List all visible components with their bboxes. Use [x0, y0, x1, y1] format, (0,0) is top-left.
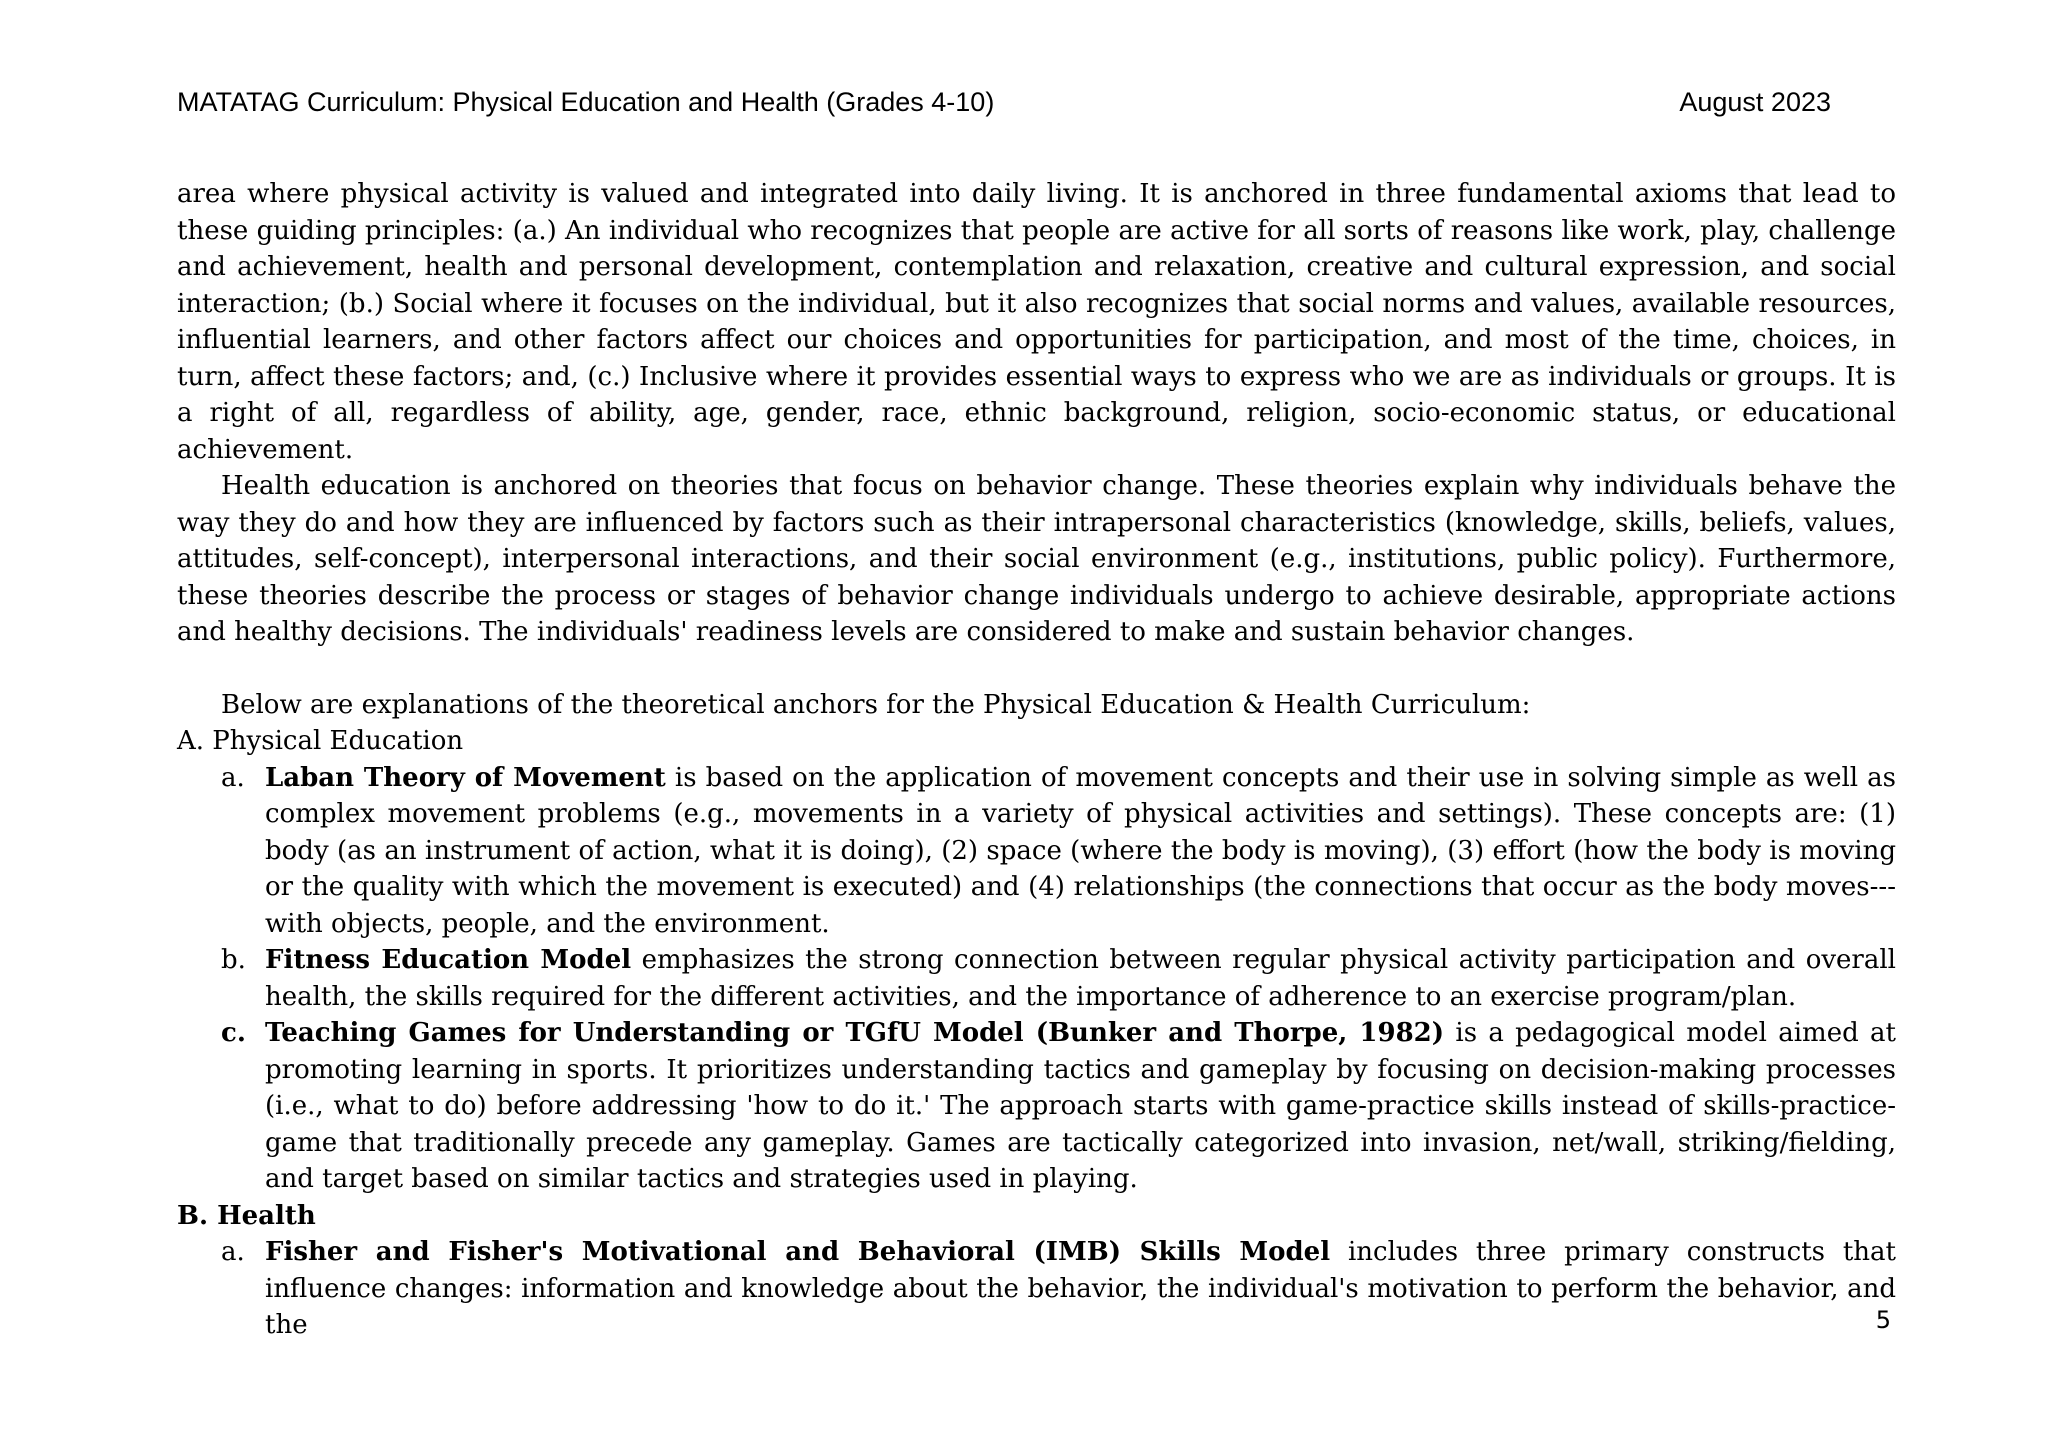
section-heading-health: B. Health	[177, 1200, 316, 1231]
physical-education-list	[177, 760, 1896, 1198]
list-item-term: Laban Theory of Movement	[265, 762, 666, 793]
paragraph-intro: area where physical activity is valued and integrated into daily living. It is anchored in three fundamental axioms that lead to these guiding principles: (a.) An individual who recognizes that people are active for all sorts of reasons like work, play, challenge and achievement, health and personal development, contemplation and relaxation, creative and cultural expression, and social interaction; (b.) Social where it focuses on the individual, but it also recognizes that social norms and values, available resources, influential learners, and other factors affect our choices and opportunities for participation, and most of the time, choices, in turn, affect these factors; and, (c.) Inclusive where it provides essential ways to express who we are as individuals or groups. It is a right of all, regardless of ability, age, gender, race, ethnic background, religion, socio-economic status, or educational achievement.	[177, 179, 1896, 465]
list-item-text: emphasizes the strong connection between regular physical activity participation and overall health, the skills required for the different activities, and the importance of adherence to an exercise program/plan.	[265, 945, 1896, 1012]
page-number: 5	[1875, 1306, 1891, 1334]
list-marker: b.	[221, 945, 246, 975]
health-list	[177, 1234, 1896, 1344]
header-title: MATATAG Curriculum: Physical Education and Health (Grades 4-10)	[177, 87, 995, 117]
paragraph-health-education: Health education is anchored on theories that focus on behavior change. These theories explain why individuals behave the way they do and how they are influenced by factors such as their intrapersonal characteristics (knowledge, skills, beliefs, values, attitudes, self-concept), interpersonal interactions, and their social environment (e.g., institutions, public policy). Furthermore, these theories describe the process or stages of behavior change individuals undergo to achieve desirable, appropriate actions and healthy decisions. The individuals' readiness levels are considered to make and sustain behavior changes.	[177, 471, 1896, 647]
list-item-text: is a pedagogical model aimed at promoting learning in sports. It prioritizes understanding tactics and gameplay by focusing on decision-making processes (i.e., what to do) before addressing 'how to do it.' The approach starts with game-practice skills instead of skills-practice-game that traditionally precede any gameplay. Games are tactically categorized into invasion, net/wall, striking/fielding, and target based on similar tactics and strategies used in playing.	[265, 1018, 1896, 1194]
list-item-text: includes three primary constructs that influence changes: information and knowledge about the behavior, the individual's motivation to perform the behavior, and the	[265, 1237, 1896, 1340]
list-marker: c.	[221, 1018, 246, 1048]
document-body	[177, 176, 1896, 1344]
page-header	[177, 86, 1831, 118]
paragraph-gap	[177, 651, 1896, 687]
list-item-text: is based on the application of movement concepts and their use in solving simple as well as complex movement problems (e.g., movements in a variety of physical activities and settings). These concepts are: (1) body (as an instrument of action, what it is doing), (2) space (where the body is moving), (3) effort (how the body is moving or the quality with which the movement is executed) and (4) relationships (the connections that occur as the body moves---with objects, people, and the environment.	[265, 762, 1896, 939]
list-item	[221, 942, 1896, 1015]
header-date: August 2023	[1679, 87, 1831, 117]
paragraph-theoretical-anchors: Below are explanations of the theoretical anchors for the Physical Education & Health Curriculum:	[221, 689, 1531, 720]
list-item	[221, 760, 1896, 943]
list-item-term: Fitness Education Model	[265, 945, 632, 975]
list-item	[221, 1015, 1896, 1198]
list-marker: a.	[221, 762, 245, 793]
list-item-term: Teaching Games for Understanding or TGfU Model (Bunker and Thorpe, 1982)	[265, 1018, 1445, 1048]
list-item-term: Fisher and Fisher's Motivational and Behavioral (IMB) Skills Model	[265, 1237, 1331, 1267]
list-item	[221, 1234, 1896, 1344]
list-marker: a.	[221, 1237, 245, 1267]
section-heading-physical-education: A. Physical Education	[177, 726, 464, 756]
